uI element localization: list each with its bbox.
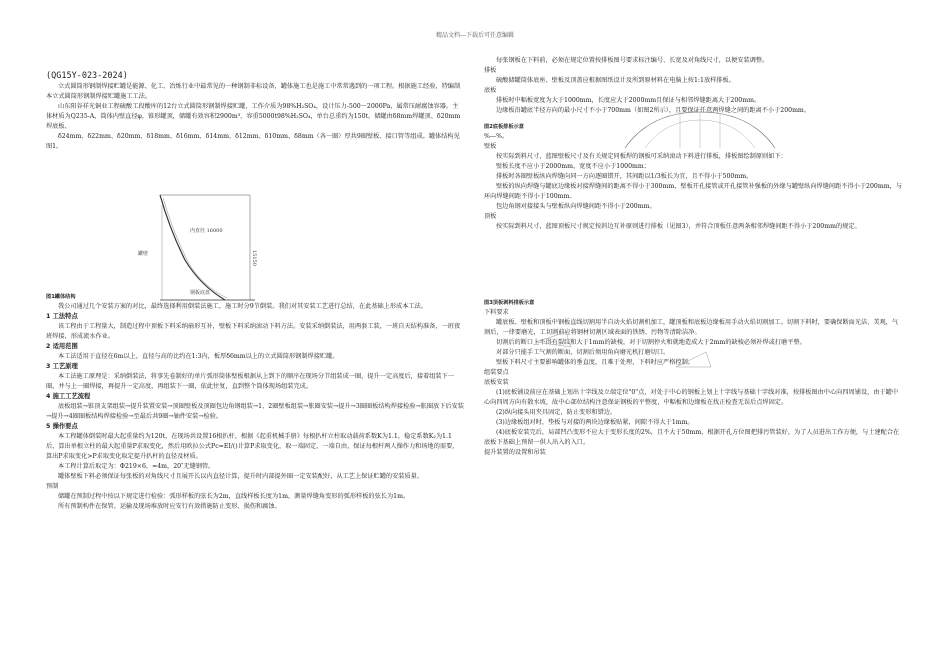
figure-1-caption: 图1罐体结构 bbox=[46, 294, 76, 300]
section-3-title: 3 工艺原理 bbox=[46, 363, 78, 370]
section-4-title: 4 施工工艺流程 bbox=[46, 393, 91, 400]
heading-dingban: 顶板 bbox=[484, 213, 497, 220]
right-paragraph-12: 切割后的断口上不得有裂纹和大于1mm的缺棱，对于切割停火和就地造成大于2mm的缺棱必须补焊或打磨平整。 bbox=[496, 339, 806, 346]
intro-paragraph-2: 山东阳谷祥光铜业工程硫酸工段酸库的12台立式圆筒形钢制焊接贮罐，工作介质为98%H₂SO₄，设计压力-500～2000Pa，属常压耐腐蚀容器。主体材质为Q235-A，筒体内壁直径φ，锥形罐顶，储罐有效容积2900m³，容重5000t98%H₂SO₄，单台总重约为150t。储罐由δ8mm焊罐顶、δ20mm焊底板、 bbox=[46, 103, 461, 130]
page-header: 精品文档---下载后可任意编辑 bbox=[435, 32, 515, 39]
heading-paiban: 排板 bbox=[484, 67, 497, 74]
intro-paragraph-1: 立式圆筒形钢制焊接贮罐是能源、化工、冶炼行业中最常见的一种钢制非标设备，罐体施工也是施工中常常遇到的一项工程。根据施工经验，特编制本立式圆筒形钢制焊接贮罐施工工法。 bbox=[46, 83, 461, 100]
bottom-plate-layout-figure bbox=[620, 110, 780, 150]
section-2-body: 本工法适用于直径在6m以上，直径与高的比约在1:3内，板厚δ6mm以上的立式圆筒形钢制焊接贮罐。 bbox=[58, 353, 339, 360]
prefab-title: 预制 bbox=[46, 483, 59, 490]
right-paragraph-11: 罐底板、壁板和顶板中钢板直线切割用半自动火焰切割机加工，罐顶板和底板边缘板用手动火焰切割加工。切割下料时，要确保断面光洁、美观，气割后，一律要磨光，工切割前应将钢材切割区域表面的铁锈、污物等清除洁净。 bbox=[484, 319, 899, 336]
right-paragraph-17: (3)边缘板组对时，垫板与对接的两块边缘板贴紧，间隙不得大于1mm。 bbox=[496, 419, 694, 426]
heading-xialiao: 下料要求 bbox=[484, 309, 509, 316]
right-paragraph-16: (2)纵向接头用夹具固定，防止变形和错边。 bbox=[496, 409, 617, 416]
section-3-body: 本工法施工原理是：采纳倒装法，将事先卷制好的单片弧形筒体壁板根据从上到下的顺序在现场分节组装成一圈，提升一定高度后，接着组装下一圈，并与上一圈焊接，再提升一定高度，再组装下一圈，依此往复，直到整个筒体现场组装完成。 bbox=[46, 373, 454, 390]
heading-diban: 底板 bbox=[484, 87, 497, 94]
section-1-title: 1 工法特点 bbox=[46, 313, 78, 320]
right-paragraph-18: (4)底板安装完后，局部凹凸变形不应大于变形长度的2%，且不大于50mm，根据开孔方位图把排污管装好，为了人员进出工作方便，与土建配合在底板下基础上预留一供人出入的入口。 bbox=[484, 429, 900, 446]
right-paragraph-8: 壁板的纵向焊缝与罐底边缘板对接焊缝间的距离不得小于300mm，壁板开孔接管或开孔接管补强板的外缘与罐壁纵向焊缝间距不得小于200mm，与环向焊缝间距不得小于100mm。 bbox=[484, 183, 902, 200]
figure-3-caption: 图3顶板剥料排板示意 bbox=[484, 300, 535, 306]
fig1-inner-diameter-label: 内直径 16000 bbox=[190, 228, 223, 234]
fig1-base-label: 钢板底盘 bbox=[190, 290, 211, 296]
prefab-body: 储罐在预制过程中按以下规定进行检验：弧形样板的弦长为2m，直线样板长度为1m，测量焊缝角变形的弧形样板的弦长为1m。 bbox=[58, 493, 410, 500]
document-number: (QG15Y-023-2024) bbox=[46, 71, 128, 81]
method-paragraph: 我公司通过几个安装方案的对比，最终选择利用倒装法施工，施工时分9节倒装。我们对其安装工艺进行总结，在此基础上形成本工法。 bbox=[58, 303, 427, 310]
section-5-body-3: 罐体壁板下料必须保证每张板的对角线尺寸且展开长以内直径计算，提升时内部提外圈一定安装配好，从工艺上保证贮罐的安装质量。 bbox=[58, 473, 424, 480]
section-2-title: 2 适用范围 bbox=[46, 343, 78, 350]
heading-dibananzhuang: 底板安装 bbox=[484, 379, 509, 386]
right-paragraph-10: 按实际到料尺寸，蓝图顶板尺寸规定按斜边互补原则进行排板（见图3），并符合顶板任意两条相邻焊缝间距不得小于200mm的规定。 bbox=[496, 223, 861, 230]
section-5-body-1: 本工程罐体倒装时最大起重量约为120t，在现场共设置16根扒杆，根据《起重机械手册》每根扒杆立柱取动载荷系数K为1.1，稳定系数K₂为1.1后，算出单根立柱的最大起重量P求取变化，然后用欧拉公式Pc=EI/()计算P求取变化，取一端固定，一端自由，保证每根杆两人操作力和场地的需要，算出P求取变化>P求取变化取定提升扒杆的直径及材质。 bbox=[46, 433, 459, 460]
right-paragraph-4: 边缘板沿罐底半径方向的最小尺寸不小于700mm（如图2所示），且要保证任意两焊缝之间的距离不小于200mm。 bbox=[496, 107, 810, 114]
heading-biban: 壁板 bbox=[484, 143, 497, 150]
heading-tisheng: 提升装置的设置和吊装 bbox=[484, 449, 546, 456]
section-1-body: 该工程由于工程量大，制造过程中顶板下料采纳扇形互补，壁板下料采纳滚动下料方法。安装采纳倒装法，用两套工装，一班自天结构准备，一班夜班焊接，形成流水作业。 bbox=[46, 323, 461, 340]
fig1-wall-label: 罐壁 bbox=[138, 251, 149, 257]
prefab-body-2: 所有预制构件在保管、运输及现场堆放时应安行有效措施防止变形、损伤和腐蚀。 bbox=[58, 503, 281, 510]
heading-zuzhuang: 组装要点 bbox=[484, 369, 509, 376]
right-paragraph-7: 排板时各圈壁板纵向焊缝向同一方向逐圈错开，其间距以1/3板长为宜，且不得小于500mm。 bbox=[496, 173, 753, 180]
section-5-title: 5 操作要点 bbox=[46, 423, 78, 430]
fig1-height-label: 15150 bbox=[251, 250, 257, 266]
right-paragraph-2: 硫酸储罐筒体底座、壁板及顶盖应根据图纸设计及所到原材料在电脑上按1:1放样排板。 bbox=[496, 77, 735, 84]
tank-structure-figure bbox=[130, 190, 270, 310]
intro-paragraph-3: δ24mm、δ22mm、δ20mm、δ18mm、δ16mm、δ14mm、δ12mm、δ10mm、δ8mm（各一圈）厚共9圈壁板、接口管等组成。罐体结构见图1。 bbox=[46, 133, 460, 150]
roof-plate-layout-figure bbox=[526, 322, 726, 372]
right-paragraph-13: 对部分只能手工气割的断面，切割后须用角向磨光机打磨切口。 bbox=[496, 349, 670, 356]
section-4-body: 底板组装→锥顶支架组装→提升装置安装→顶圈壁板及顶圈包边角钢组装→1、2圈壁板组装→胀圈安装→提升→3圈圈板结构焊接检验→胀圈放下后安装→提升→4圈圈板结构焊接检验→至最后共9圈→轴件安装→检验。 bbox=[46, 403, 464, 420]
section-5-body-2: 本工程计算后取定为：Φ219×6，=4m，20″无缝钢管。 bbox=[58, 463, 215, 470]
right-paragraph-3: 排板时中幅板宽度为大于1000mm，长度应大于2000mm且保证与相邻焊缝距离大于200mm。 bbox=[496, 97, 761, 104]
right-paragraph-14: 壁板下料尺寸主要影响罐体的垂直度，且难于处理，下料时应严格控制。 bbox=[496, 359, 694, 366]
right-paragraph-1: 每张钢板在下料前，必须在规定位置按排板图号要求标注编号、长宽及对角线尺寸，以便安装调整。 bbox=[496, 57, 769, 64]
right-paragraph-15: (1)底板铺设前应在基础上划出十字线及立端定位"0"点，对处于中心的钢板上划上十字线与基础十字线对准，按排板图由中心向四周铺设，由于罐中心向四周方向有散水坡，故中心部位结构注意保证钢板的平整度，中幅板和边缘板在找正检查无误后点焊固定。 bbox=[484, 389, 899, 406]
right-paragraph-9: 包边角钢对接接头与壁板纵向焊缝间距不得小于200mm。 bbox=[496, 203, 656, 210]
right-paragraph-6: 壁板长度不应小于2000mm，宽度不应小于1000mm； bbox=[496, 163, 650, 170]
figure-2-note: %—%。 bbox=[484, 133, 509, 140]
figure-2-caption: 图2底板排板示意 bbox=[484, 124, 524, 130]
right-paragraph-5: 按实际到料尺寸，蓝图壁板尺寸及有关规定同板焊的钢板可采纳滚动下料进行排板，排板图绘制原则如下： bbox=[496, 153, 787, 160]
